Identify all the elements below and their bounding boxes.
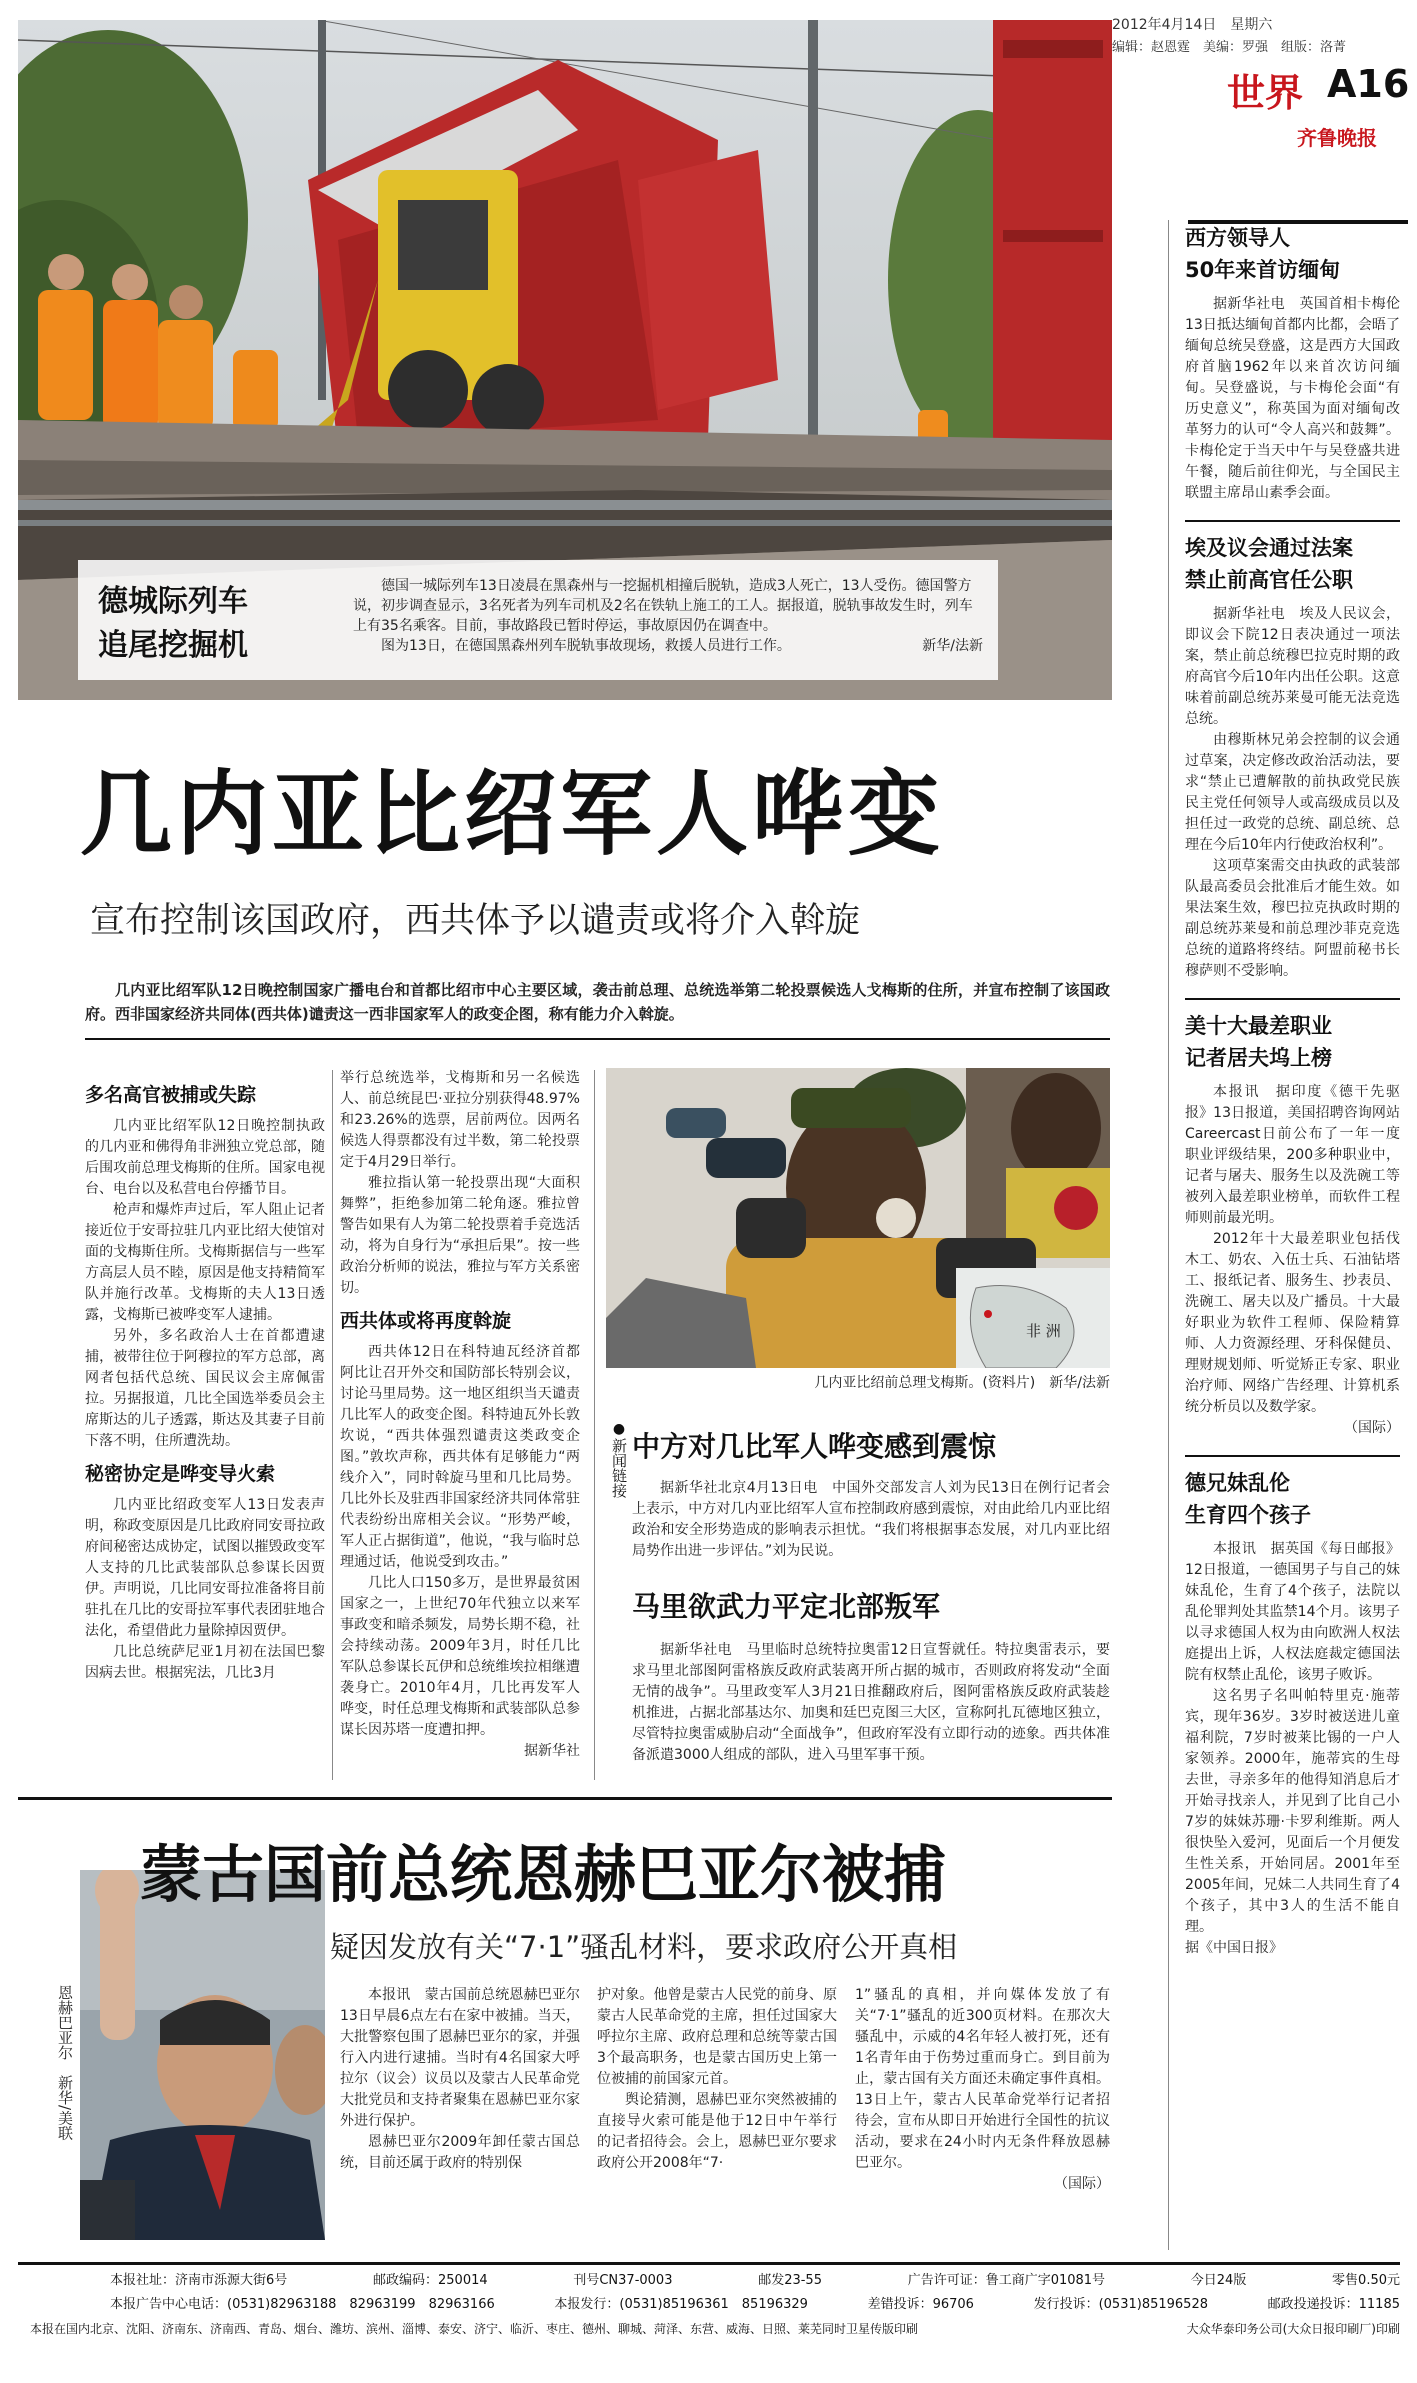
section-divider <box>18 1797 1112 1800</box>
guinea-paragraph: 雅拉指认第一轮投票出现“大面积舞弊”，拒绝参加第二轮角逐。雅拉曾警告如果有人为第二轮投票着手竞选活动，将为自身行为“承担后果”。按一些政治分析师的说法，雅拉与军方关系密切。 <box>340 1175 580 1296</box>
news-paragraph: 据新华社电 马里临时总统特拉奥雷12日宣誓就任。特拉奥雷表示，要求马里北部图阿雷格族反政府武装离开所占据的城市，否则政府将发动“全面无情的战争”。马里政变军人3月21日推翻政府后，图阿雷格族反政府武装趁机推进，占据北部基达尔、加奥和廷巴克图三大区，宣称阿扎瓦德地区独立，尽管特拉奥雷威胁启动“全面战争”，但政府军没有立即行动的迹象。西共体准备派遣3000人组成的部队，进入马里军事干预。 <box>632 1642 1110 1763</box>
news-links-dot: ● <box>612 1421 626 1437</box>
mongolia-subhead: 疑因发放有关“7·1”骚乱材料，要求政府公开真相 <box>330 1930 958 1964</box>
footer-rule <box>18 2262 1400 2265</box>
sidebar-story-title: 埃及议会通过法案 <box>1185 536 1353 560</box>
page-number: A16 <box>1327 62 1410 106</box>
sidebar-story-title: 生育四个孩子 <box>1185 1503 1311 1527</box>
news-links-label <box>607 1420 631 1498</box>
news-links-text: 新闻链接 <box>610 1438 628 1498</box>
sidebar-divider <box>1185 1455 1400 1457</box>
sidebar-story-body: 据新华社电 英国首相卡梅伦13日抵达缅甸首都内比都，会晤了缅甸总统吴登盛，这是西方大国政府首脑1962年以来首次访问缅甸。吴登盛说，与卡梅伦会面“有历史意义”，称英国为面对缅甸改革努力的认可“令人高兴和鼓舞”。卡梅伦定于当天中午与吴登盛共进午餐，随后前往仰光，与全国民主联盟主席昂山素季会面。 <box>1185 296 1400 501</box>
china-reaction-title: 中方对几比军人哗变感到震惊 <box>632 1430 997 1463</box>
section-name: 世界 <box>1227 71 1304 115</box>
guinea-paragraph: 西共体12日在科特迪瓦经济首都阿比让召开外交和国防部长特别会议，讨论马里局势。这一地区组织当天谴责几比军人的政变企图。科特迪瓦外长敦坎说，“西共体强烈谴责这类政变企图。”敦坎声称，西共体有足够能力“两线介入”，同时斡旋马里和几比局势。几比外长及驻西非国家经济共同体常驻代表纷纷出席相关会议。“形势严峻，军人正占据街道”，他说，“我与临时总理通过话，他说受到攻击。” <box>340 1344 580 1570</box>
guinea-source: 据新华社 <box>524 1743 580 1759</box>
guinea-subhead: 宣布控制该国政府，西共体予以谴责或将介入斡旋 <box>90 901 861 941</box>
footer-line-2 <box>110 2294 1400 2316</box>
sidebar-divider <box>1185 998 1400 1000</box>
mali-title: 马里欲武力平定北部叛军 <box>632 1590 941 1623</box>
column-rule <box>332 1070 333 1780</box>
column-rule <box>594 1070 595 1780</box>
guinea-lead-rule <box>85 1038 1110 1040</box>
mongolia-column-3 <box>855 1985 1110 2195</box>
mongolia-headline: 蒙古国前总统恩赫巴亚尔被捕 <box>140 1838 947 1911</box>
footer-price: 零售0.50元 <box>1332 2273 1400 2288</box>
footer-postal-code: 邮发23-55 <box>758 2273 822 2288</box>
mali-body <box>632 1640 1110 1766</box>
train-accident-photo <box>18 20 1112 700</box>
sidebar-story-source: （国际） <box>1344 1420 1400 1436</box>
guinea-paragraph: 几比人口150多万，是世界最贫困国家之一，上世纪70年代独立以来军事政变和暗杀频发，局势长期不稳，社会持续动荡。2009年3月，时任几比军队总参谋长瓦伊和总统维埃拉相继遭袭身亡。2010年4月，几比再发军人哗变，时任总理戈梅斯和武装部队总参谋长因苏塔一度遭扣押。 <box>340 1575 580 1738</box>
china-reaction-body <box>632 1478 1110 1562</box>
mongolia-paragraph: 恩赫巴亚尔2009年卸任蒙古国总统，目前还属于政府的特别保 <box>340 2134 580 2171</box>
footer-issn: 刊号CN37-0003 <box>573 2273 673 2288</box>
footer-line-3 <box>30 2318 1400 2340</box>
sidebar-story-body: 本报讯 据英国《每日邮报》12日报道，一德国男子与自己的妹妹乱伦，生育了4个孩子，法院以乱伦罪判处其监禁14个月。该男子以寻求德国人权为由向欧洲人权法庭提出上诉，人权法庭裁定德国法院有权禁止乱伦，该男子败诉。 <box>1185 1541 1400 1683</box>
photo-title-line1: 德城际列车 <box>98 584 248 619</box>
footer-page-count: 今日24版 <box>1190 2273 1247 2288</box>
paper-name: 齐鲁晚报 <box>1297 126 1377 150</box>
guinea-paragraph: 几内亚比绍军队12日晚控制执政的几内亚和佛得角非洲独立党总部，随后围攻前总理戈梅斯的住所。国家电视台、电台以及私营电台停播节目。 <box>85 1118 325 1197</box>
footer-ad-license: 广告许可证：鲁工商广字01081号 <box>907 2273 1106 2288</box>
enkhbayar-caption <box>44 1985 74 2140</box>
sidebar-story-title: 西方领导人 <box>1185 226 1290 250</box>
enkhbayar-photo <box>80 1870 325 2240</box>
sidebar-story-title: 50年来首访缅甸 <box>1185 258 1341 282</box>
guinea-column-2 <box>340 1068 580 1762</box>
sidebar-story-title: 记者居夫坞上榜 <box>1185 1046 1332 1070</box>
sidebar-story-body: 据新华社电 埃及人民议会，即议会下院12日表决通过一项法案，禁止前总统穆巴拉克时期的政府高官今后10年内出任公职。这意味着前副总统苏莱曼可能无法竞选总统。 <box>1185 606 1400 727</box>
enkhbayar-caption-name: 恩赫巴亚尔 <box>56 1985 74 2060</box>
sidebar-story-body: 由穆斯林兄弟会控制的议会通过草案，决定修改政治活动法，要求“禁止已遭解散的前执政党民族民主党任何领导人或高级成员以及担任过一政党的总统、副总统、总理在今后10年内行使政治权利”。 <box>1185 732 1400 853</box>
sidebar-rule <box>1168 220 1169 2250</box>
sidebar-story <box>1185 1467 1400 1959</box>
sidebar-story-title: 禁止前高官任公职 <box>1185 568 1353 592</box>
news-paragraph: 据新华社北京4月13日电 中国外交部发言人刘为民13日在例行记者会上表示，中方对几内亚比绍军人宣布控制政府感到震惊，对由此给几内亚比绍政治和安全形势造成的影响表示担忧。“我们将根据事态发展，对几内亚比绍局势作出进一步评估。”刘为民说。 <box>632 1480 1110 1559</box>
sidebar-story-title: 德兄妹乱伦 <box>1185 1471 1290 1495</box>
mongolia-paragraph: 舆论猜测，恩赫巴亚尔突然被捕的直接导火索可能是他于12日中午举行的记者招待会。会上，恩赫巴亚尔要求政府公开2008年“7· <box>597 2092 837 2171</box>
footer-distribution-complaint: 发行投诉：(0531)85196528 <box>1033 2297 1208 2312</box>
sidebar-story <box>1185 222 1400 504</box>
mongolia-paragraph: 1”骚乱的真相，并向媒体发放了有关“7·1”骚乱的近300页材料。在那次大骚乱中，示威的4名年轻人被打死，还有1名青年由于伤势过重而身亡。到目前为止，蒙古国有关方面还未确定事件真相。13日上午，蒙古人民革命党举行记者招待会，宣布从即日开始进行全国性的抗议活动，要求在24小时内无条件释放恩赫巴亚尔。 <box>855 1987 1110 2171</box>
mongolia-column-1 <box>340 1985 580 2174</box>
issue-weekday: 星期六 <box>1230 17 1273 33</box>
sidebar <box>1185 222 1400 1959</box>
photo-caption-text <box>353 576 983 656</box>
inset-map-label: 非 洲 <box>1026 1322 1061 1340</box>
mongolia-paragraph: 本报讯 蒙古国前总统恩赫巴亚尔13日早晨6点左右在家中被捕。当天，大批警察包围了恩赫巴亚尔的家，并强行入内进行逮捕。当时有4名国家大呼拉尔（议会）议员以及蒙古人民革命党大批党员和支持者聚集在恩赫巴亚尔家外进行保护。 <box>340 1987 580 2129</box>
guinea-paragraph: 几内亚比绍政变军人13日发表声明，称政变原因是几比政府同安哥拉政府间秘密达成协定，试图以摧毁政变军人支持的几比武装部队总参谋长因贾伊。声明说，几比同安哥拉准备将目前驻扎在几比的安哥拉军事代表团驻地合法化，希望借此力量除掉因贾伊。 <box>85 1497 325 1639</box>
gomes-photo-caption <box>606 1373 1110 1393</box>
guinea-paragraph: 举行总统选举，戈梅斯和另一名候选人、前总统昆巴·亚拉分别获得48.97%和23.26%的选票，居前两位。因两名候选人得票都没有过半数，第二轮投票定于4月29日举行。 <box>340 1070 580 1170</box>
guinea-subtitle-agreement: 秘密协定是哗变导火索 <box>85 1463 276 1485</box>
photo-credit: 新华/法新 <box>922 638 983 654</box>
guinea-headline: 几内亚比绍军人哗变 <box>80 761 945 868</box>
photo-caption-detail: 图为13日，在德国黑森州列车脱轨事故现场，救援人员进行工作。 <box>381 638 791 654</box>
editor-credits: 编辑：赵恩霆 美编：罗强 组版：洛菁 <box>1112 40 1347 55</box>
sidebar-story-title: 美十大最差职业 <box>1185 1014 1332 1038</box>
sidebar-story-body: 这项草案需交由执政的武装部队最高委员会批准后才能生效。如果法案生效，穆巴拉克执政时期的副总统苏莱曼和前总理沙菲克竞选总统的道路将终结。阿盟前秘书长穆萨则不受影响。 <box>1185 858 1400 979</box>
footer-printer: 大众华泰印务公司(大众日报印刷厂)印刷 <box>1186 2322 1400 2336</box>
gomes-photo-credit: 新华/法新 <box>1049 1375 1110 1391</box>
footer-postal-complaint: 邮政投递投诉：11185 <box>1267 2297 1400 2312</box>
sidebar-story-body: 这名男子名叫帕特里克·施蒂宾，现年36岁。3岁时被送进儿童福利院，7岁时被莱比锡的一户人家领养。2000年，施蒂宾的生母去世，寻亲多年的他得知消息后才开始寻找亲人，并见到了比自己小7岁的妹妹苏珊·卡罗利维斯。两人很快坠入爱河，见面后一个月便发生性关系，开始同居。2001年至2005年间，兄妹二人共同生育了4个孩子，其中3人的生活不能自理。 <box>1185 1688 1400 1935</box>
guinea-lead-text: 几内亚比绍军队12日晚控制国家广播电台和首都比绍市中心主要区域，袭击前总理、总统选举第二轮投票候选人戈梅斯的住所，并宣布控制了该国政府。西非国家经济共同体(西共体)谴责这一西非国家军人的政变企图，称有能力介入斡旋。 <box>85 981 1110 1023</box>
guinea-subtitle-ecowas: 西共体或将再度斡旋 <box>340 1310 512 1332</box>
issue-date: 2012年4月14日 <box>1112 17 1217 33</box>
guinea-paragraph: 另外，多名政治人士在首都遭逮捕，被带往位于阿穆拉的军方总部，离网者包括代总统、国民议会主席佩雷拉。另据报道，几比全国选举委员会主席斯达的儿子透露，斯达及其妻子目前下落不明，住所遭洗劫。 <box>85 1328 325 1449</box>
sidebar-story-body: 本报讯 据印度《德干先驱报》13日报道，美国招聘咨询网站Careercast日前公布了一年一度职业评级结果，200多种职业中，记者与屠夫、服务生以及洗碗工等被列入最差职业榜单，而软件工程师则前最光明。 <box>1185 1084 1400 1226</box>
footer-address: 本报社址：济南市泺源大街6号 <box>110 2273 288 2288</box>
sidebar-story-source: 据《中国日报》 <box>1185 1940 1283 1956</box>
photo-caption-main: 德国一城际列车13日凌晨在黑森州与一挖掘机相撞后脱轨，造成3人死亡，13人受伤。德国警方说，初步调查显示，3名死者为列车司机及2名在铁轨上施工的工人。据报道，脱轨事故发生时，列车上有35名乘客。目前，事故路段已暂时停运，事故原因仍在调查中。 <box>353 578 973 634</box>
mongolia-paragraph: 护对象。他曾是蒙古人民党的前身、原蒙古人民革命党的主席，担任过国家大呼拉尔主席、政府总理和总统等蒙古国3个最高职务，也是蒙古国历史上第一位被捕的前国家元首。 <box>597 1987 837 2087</box>
guinea-paragraph: 枪声和爆炸声过后，军人阻止记者接近位于安哥拉驻几内亚比绍大使馆对面的戈梅斯住所。戈梅斯据信与一些军方高层人员不睦，原因是他支持精简军队并施行改革。戈梅斯的夫人13日透露，戈梅斯已被哗变军人逮捕。 <box>85 1202 325 1323</box>
sidebar-story <box>1185 532 1400 982</box>
guinea-paragraph: 几比总统萨尼亚1月初在法国巴黎因病去世。根据宪法，几比3月 <box>85 1644 325 1681</box>
enkhbayar-photo-credit: 新华/美联 <box>56 2075 74 2141</box>
masthead <box>1112 14 1410 150</box>
sidebar-divider <box>1185 520 1400 522</box>
footer-error-complaint: 差错投诉：96706 <box>867 2297 974 2312</box>
footer-distribution-phone: 本报发行：(0531)85196361 85196329 <box>554 2297 808 2312</box>
photo-title-line2: 追尾挖掘机 <box>98 628 248 663</box>
footer-ad-phone: 本报广告中心电话：(0531)82963188 82963199 82963166 <box>110 2297 495 2312</box>
footer-line-1 <box>110 2270 1400 2292</box>
sidebar-story <box>1185 1010 1400 1439</box>
mongolia-source: （国际） <box>1054 2176 1110 2192</box>
sidebar-story-body: 2012年十大最差职业包括伐木工、奶农、入伍士兵、石油钻塔工、报纸记者、服务生、抄表员、洗碗工、屠夫以及广播员。十大最好职业为软件工程师、保险精算师、人力资源经理、牙科保健员、理财规划师、听觉矫正专家、职业治疗师、网络广告经理、计算机系统分析员以及数学家。 <box>1185 1231 1400 1415</box>
enkhbayar-image <box>80 1870 325 2240</box>
guinea-subtitle-arrests: 多名高官被捕或失踪 <box>85 1084 257 1106</box>
gomes-photo <box>606 1068 1110 1368</box>
footer-print-cities: 本报在国内北京、沈阳、济南东、济南西、青岛、烟台、潍坊、滨州、淄博、泰安、济宁、临沂、枣庄、德州、聊城、菏泽、东营、威海、日照、莱芜同时卫星传版印刷 <box>30 2322 919 2336</box>
guinea-column-1 <box>85 1085 325 1684</box>
guinea-lead <box>85 978 1110 1026</box>
footer-postcode: 邮政编码：250014 <box>373 2273 488 2288</box>
gomes-caption-text: 几内亚比绍前总理戈梅斯。(资料片) <box>814 1375 1036 1391</box>
mongolia-column-2 <box>597 1985 837 2174</box>
